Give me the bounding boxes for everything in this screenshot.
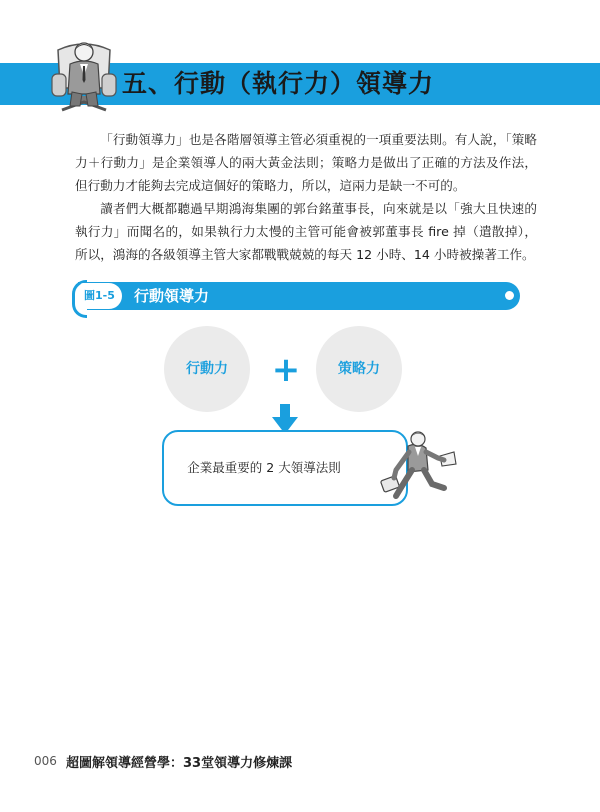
body-text [75, 128, 537, 266]
paragraph: 讀者們大概都聽過早期鴻海集團的郭台銘董事長，向來就是以「強大且快速的執行力」而聞名的，如果執行力太慢的主管可能會被郭董事長 fire 掉（遣散掉），所以，鴻海的各級領導主管大家都戰戰兢兢的每天 12 小時、14 小時被操著工作。 [75, 201, 537, 262]
paragraph: 「行動領導力」也是各階層領導主管必須重視的一項重要法則。有人說，「策略力＋行動力」是企業領導人的兩大黃金法則；策略力是做出了正確的方法及作法，但行動力才能夠去完成這個好的策略力，所以，這兩力是缺一不可的。 [75, 132, 537, 193]
running-businessman-icon [378, 430, 460, 502]
figure-number-badge [80, 283, 122, 309]
strategy-circle [316, 326, 402, 412]
figure-bar-dot [505, 291, 514, 300]
page-number: 006 [34, 754, 57, 768]
businessman-chair-icon [44, 30, 124, 112]
figure-number: 圖1-5 [84, 289, 115, 302]
strategy-label: 策略力 [338, 361, 380, 377]
result-label: 企業最重要的 2 大領導法則 [187, 460, 341, 475]
book-title: 超圖解領導經營學：33堂領導力修煉課 [66, 756, 293, 771]
figure-title: 行動領導力 [134, 287, 210, 305]
result-box [162, 430, 408, 506]
action-label: 行動力 [186, 361, 228, 377]
plus-sign: + [271, 350, 301, 390]
action-circle [164, 326, 250, 412]
section-title: 五、行動（執行力）領導力 [122, 69, 435, 98]
